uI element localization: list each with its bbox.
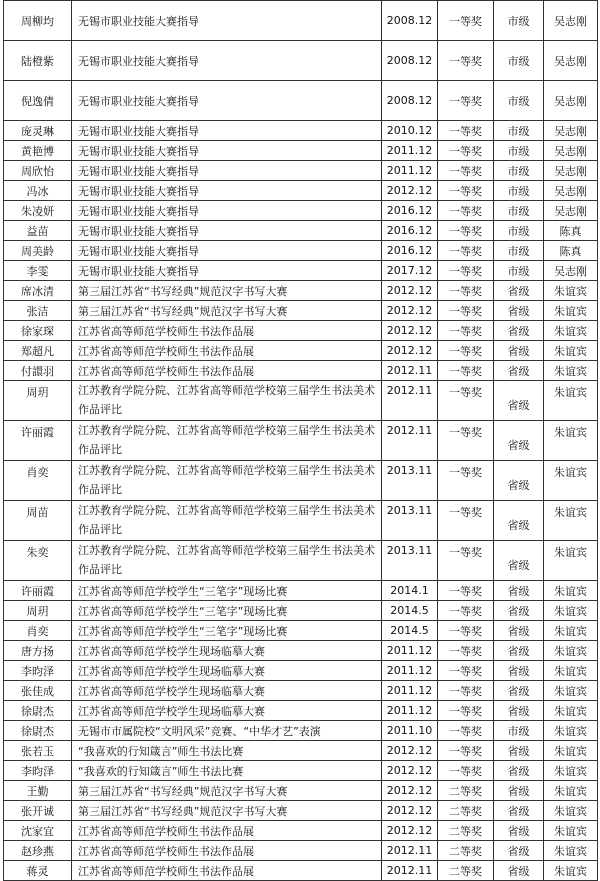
- award-date: 2011.10: [382, 721, 438, 741]
- award-grade: 一等奖: [438, 421, 494, 461]
- award-level: 省级: [494, 661, 544, 681]
- award-grade: 一等奖: [438, 761, 494, 781]
- advisor-name: 朱谊宾: [544, 661, 598, 681]
- advisor-name: 朱谊宾: [544, 741, 598, 761]
- award-level: 市级: [494, 721, 544, 741]
- advisor-name: 朱谊宾: [544, 381, 598, 421]
- award-date: 2012.11: [382, 861, 438, 881]
- table-row: [4, 381, 598, 421]
- award-level: 省级: [494, 541, 544, 581]
- award-date: 2010.12: [382, 121, 438, 141]
- award-grade: 二等奖: [438, 801, 494, 821]
- student-name: 肖奕: [4, 621, 72, 641]
- competition-name: 第三届江苏省“书写经典”规范汉字书写大赛: [72, 801, 382, 821]
- competition-name: 无锡市职业技能大赛指导: [72, 161, 382, 181]
- table-row: [4, 301, 598, 321]
- award-date: 2011.12: [382, 681, 438, 701]
- advisor-name: 吴志刚: [544, 81, 598, 121]
- award-level: 市级: [494, 121, 544, 141]
- award-date: 2011.12: [382, 641, 438, 661]
- competition-name: 江苏省高等师范学校师生书法作品展: [72, 821, 382, 841]
- award-level: 省级: [494, 281, 544, 301]
- table-row: [4, 361, 598, 381]
- student-name: 周柳均: [4, 1, 72, 41]
- award-grade: 二等奖: [438, 861, 494, 881]
- competition-name: 江苏省高等师范学校师生书法作品展: [72, 841, 382, 861]
- award-date: 2012.12: [382, 181, 438, 201]
- award-level: 省级: [494, 641, 544, 661]
- advisor-name: 吴志刚: [544, 141, 598, 161]
- competition-name: 江苏省高等师范学校学生现场临摹大赛: [72, 701, 382, 721]
- competition-name: 江苏省高等师范学校学生现场临摹大赛: [72, 641, 382, 661]
- table-row: [4, 161, 598, 181]
- competition-name: 江苏省高等师范学校学生“三笔字”现场比赛: [72, 621, 382, 641]
- award-date: 2008.12: [382, 1, 438, 41]
- award-grade: 二等奖: [438, 821, 494, 841]
- award-level: 省级: [494, 361, 544, 381]
- competition-name: 无锡市职业技能大赛指导: [72, 1, 382, 41]
- student-name: 郑超凡: [4, 341, 72, 361]
- table-row: [4, 241, 598, 261]
- award-grade: 一等奖: [438, 181, 494, 201]
- award-grade: 一等奖: [438, 621, 494, 641]
- award-date: 2013.11: [382, 461, 438, 501]
- award-grade: 一等奖: [438, 601, 494, 621]
- award-date: 2017.12: [382, 261, 438, 281]
- award-grade: 一等奖: [438, 201, 494, 221]
- table-row: [4, 581, 598, 601]
- award-level: 省级: [494, 341, 544, 361]
- table-row: [4, 141, 598, 161]
- table-row: [4, 761, 598, 781]
- table-row: [4, 341, 598, 361]
- award-level: 省级: [494, 621, 544, 641]
- advisor-name: 吴志刚: [544, 181, 598, 201]
- student-name: 唐方扬: [4, 641, 72, 661]
- advisor-name: 吴志刚: [544, 41, 598, 81]
- award-date: 2011.12: [382, 141, 438, 161]
- award-grade: 一等奖: [438, 281, 494, 301]
- award-date: 2014.5: [382, 621, 438, 641]
- competition-name: 江苏教育学院分院、江苏省高等师范学校第三届学生书法美术作品评比: [72, 381, 382, 421]
- award-grade: 一等奖: [438, 581, 494, 601]
- award-grade: 一等奖: [438, 321, 494, 341]
- award-level: 省级: [494, 801, 544, 821]
- award-level: 市级: [494, 201, 544, 221]
- award-grade: 二等奖: [438, 841, 494, 861]
- table-row: [4, 781, 598, 801]
- advisor-name: 朱谊宾: [544, 541, 598, 581]
- table-row: [4, 321, 598, 341]
- award-date: 2016.12: [382, 221, 438, 241]
- competition-name: 江苏省高等师范学校师生书法作品展: [72, 361, 382, 381]
- advisor-name: 朱谊宾: [544, 281, 598, 301]
- award-level: 省级: [494, 841, 544, 861]
- student-name: 张洁: [4, 301, 72, 321]
- table-row: [4, 501, 598, 541]
- competition-name: 江苏省高等师范学校师生书法作品展: [72, 321, 382, 341]
- advisor-name: 朱谊宾: [544, 861, 598, 881]
- advisor-name: 陈真: [544, 221, 598, 241]
- award-date: 2014.5: [382, 601, 438, 621]
- award-level: 省级: [494, 761, 544, 781]
- advisor-name: 朱谊宾: [544, 421, 598, 461]
- competition-name: 无锡市职业技能大赛指导: [72, 221, 382, 241]
- award-level: 市级: [494, 161, 544, 181]
- award-date: 2016.12: [382, 201, 438, 221]
- table-row: [4, 681, 598, 701]
- table-row: [4, 721, 598, 741]
- award-date: 2012.12: [382, 741, 438, 761]
- award-level: 省级: [494, 301, 544, 321]
- student-name: 周玥: [4, 601, 72, 621]
- award-level: 省级: [494, 501, 544, 541]
- student-name: 张开诚: [4, 801, 72, 821]
- table-row: [4, 421, 598, 461]
- advisor-name: 吴志刚: [544, 1, 598, 41]
- student-name: 益苗: [4, 221, 72, 241]
- student-name: 许丽霞: [4, 421, 72, 461]
- table-row: [4, 41, 598, 81]
- award-grade: 一等奖: [438, 741, 494, 761]
- student-name: 徐尉杰: [4, 721, 72, 741]
- table-row: [4, 121, 598, 141]
- award-date: 2011.12: [382, 701, 438, 721]
- competition-name: “我喜欢的行知箴言”师生书法比赛: [72, 761, 382, 781]
- table-row: [4, 701, 598, 721]
- competition-name: 江苏省高等师范学校师生书法作品展: [72, 861, 382, 881]
- table-row: [4, 1, 598, 41]
- award-grade: 一等奖: [438, 361, 494, 381]
- award-date: 2012.12: [382, 801, 438, 821]
- table-row: [4, 461, 598, 501]
- table-row: [4, 281, 598, 301]
- advisor-name: 朱谊宾: [544, 601, 598, 621]
- advisor-name: 朱谊宾: [544, 641, 598, 661]
- advisor-name: 朱谊宾: [544, 361, 598, 381]
- award-level: 省级: [494, 381, 544, 421]
- award-level: 市级: [494, 181, 544, 201]
- competition-name: 无锡市职业技能大赛指导: [72, 241, 382, 261]
- student-name: 周玥: [4, 381, 72, 421]
- student-name: 黄艳博: [4, 141, 72, 161]
- student-name: 许丽霞: [4, 581, 72, 601]
- table-row: [4, 621, 598, 641]
- award-level: 省级: [494, 701, 544, 721]
- award-date: 2012.11: [382, 381, 438, 421]
- competition-name: 无锡市职业技能大赛指导: [72, 141, 382, 161]
- award-level: 省级: [494, 781, 544, 801]
- competition-name: 江苏教育学院分院、江苏省高等师范学校第三届学生书法美术作品评比: [72, 461, 382, 501]
- competition-name: 无锡市职业技能大赛指导: [72, 81, 382, 121]
- competition-name: 江苏教育学院分院、江苏省高等师范学校第三届学生书法美术作品评比: [72, 541, 382, 581]
- award-grade: 一等奖: [438, 641, 494, 661]
- award-grade: 一等奖: [438, 301, 494, 321]
- award-level: 市级: [494, 1, 544, 41]
- student-name: 朱凌妍: [4, 201, 72, 221]
- advisor-name: 朱谊宾: [544, 621, 598, 641]
- award-date: 2011.12: [382, 661, 438, 681]
- table-row: [4, 541, 598, 581]
- competition-name: 无锡市职业技能大赛指导: [72, 201, 382, 221]
- award-level: 省级: [494, 601, 544, 621]
- awards-table: [3, 0, 598, 881]
- award-level: 市级: [494, 81, 544, 121]
- student-name: 陆橙紫: [4, 41, 72, 81]
- award-date: 2013.11: [382, 501, 438, 541]
- award-grade: 一等奖: [438, 221, 494, 241]
- table-row: [4, 741, 598, 761]
- advisor-name: 吴志刚: [544, 121, 598, 141]
- award-grade: 一等奖: [438, 121, 494, 141]
- award-grade: 一等奖: [438, 721, 494, 741]
- student-name: 庞灵琳: [4, 121, 72, 141]
- table-row: [4, 261, 598, 281]
- competition-name: 江苏省高等师范学校师生书法作品展: [72, 341, 382, 361]
- table-row: [4, 201, 598, 221]
- award-level: 市级: [494, 261, 544, 281]
- advisor-name: 朱谊宾: [544, 501, 598, 541]
- award-date: 2012.12: [382, 281, 438, 301]
- award-level: 市级: [494, 41, 544, 81]
- advisor-name: 朱谊宾: [544, 781, 598, 801]
- award-date: 2016.12: [382, 241, 438, 261]
- table-row: [4, 641, 598, 661]
- award-level: 市级: [494, 221, 544, 241]
- table-row: [4, 81, 598, 121]
- award-date: 2012.12: [382, 341, 438, 361]
- student-name: 张若玉: [4, 741, 72, 761]
- table-row: [4, 221, 598, 241]
- award-level: 省级: [494, 681, 544, 701]
- award-date: 2008.12: [382, 41, 438, 81]
- competition-name: 第三届江苏省“书写经典”规范汉字书写大赛: [72, 781, 382, 801]
- award-grade: 一等奖: [438, 541, 494, 581]
- competition-name: 江苏教育学院分院、江苏省高等师范学校第三届学生书法美术作品评比: [72, 501, 382, 541]
- advisor-name: 朱谊宾: [544, 841, 598, 861]
- student-name: 徐家琛: [4, 321, 72, 341]
- student-name: 朱奕: [4, 541, 72, 581]
- award-date: 2008.12: [382, 81, 438, 121]
- advisor-name: 朱谊宾: [544, 701, 598, 721]
- competition-name: 江苏省高等师范学校学生“三笔字”现场比赛: [72, 581, 382, 601]
- student-name: 倪逸倩: [4, 81, 72, 121]
- advisor-name: 朱谊宾: [544, 581, 598, 601]
- award-level: 省级: [494, 321, 544, 341]
- award-date: 2012.12: [382, 781, 438, 801]
- student-name: 李昀泽: [4, 761, 72, 781]
- award-date: 2012.11: [382, 361, 438, 381]
- award-level: 省级: [494, 741, 544, 761]
- advisor-name: 朱谊宾: [544, 801, 598, 821]
- table-row: [4, 601, 598, 621]
- award-level: 市级: [494, 141, 544, 161]
- table-row: [4, 801, 598, 821]
- competition-name: 无锡市职业技能大赛指导: [72, 41, 382, 81]
- award-grade: 一等奖: [438, 1, 494, 41]
- award-date: 2012.12: [382, 821, 438, 841]
- advisor-name: 朱谊宾: [544, 341, 598, 361]
- student-name: 肖奕: [4, 461, 72, 501]
- competition-name: “我喜欢的行知箴言”师生书法比赛: [72, 741, 382, 761]
- student-name: 徐尉杰: [4, 701, 72, 721]
- award-level: 省级: [494, 461, 544, 501]
- award-grade: 一等奖: [438, 681, 494, 701]
- competition-name: 江苏省高等师范学校学生“三笔字”现场比赛: [72, 601, 382, 621]
- award-grade: 一等奖: [438, 501, 494, 541]
- student-name: 李雯: [4, 261, 72, 281]
- advisor-name: 朱谊宾: [544, 461, 598, 501]
- advisor-name: 朱谊宾: [544, 301, 598, 321]
- student-name: 付譞羽: [4, 361, 72, 381]
- student-name: 沈家宜: [4, 821, 72, 841]
- award-grade: 一等奖: [438, 661, 494, 681]
- student-name: 周苗: [4, 501, 72, 541]
- award-grade: 一等奖: [438, 141, 494, 161]
- advisor-name: 吴志刚: [544, 201, 598, 221]
- award-grade: 一等奖: [438, 701, 494, 721]
- award-grade: 一等奖: [438, 41, 494, 81]
- student-name: 周美龄: [4, 241, 72, 261]
- advisor-name: 陈真: [544, 241, 598, 261]
- award-date: 2012.12: [382, 301, 438, 321]
- competition-name: 江苏省高等师范学校学生现场临摹大赛: [72, 661, 382, 681]
- award-date: 2012.11: [382, 841, 438, 861]
- award-date: 2011.12: [382, 161, 438, 181]
- award-grade: 一等奖: [438, 381, 494, 421]
- student-name: 张佳成: [4, 681, 72, 701]
- award-date: 2012.12: [382, 321, 438, 341]
- award-grade: 一等奖: [438, 81, 494, 121]
- award-level: 省级: [494, 581, 544, 601]
- student-name: 赵珍燕: [4, 841, 72, 861]
- award-level: 市级: [494, 241, 544, 261]
- award-date: 2014.1: [382, 581, 438, 601]
- award-date: 2012.12: [382, 761, 438, 781]
- award-grade: 一等奖: [438, 261, 494, 281]
- award-grade: 一等奖: [438, 241, 494, 261]
- award-date: 2012.11: [382, 421, 438, 461]
- student-name: 李昀泽: [4, 661, 72, 681]
- award-level: 省级: [494, 861, 544, 881]
- competition-name: 第三届江苏省“书写经典”规范汉字书写大赛: [72, 301, 382, 321]
- advisor-name: 朱谊宾: [544, 821, 598, 841]
- table-row: [4, 661, 598, 681]
- student-name: 席冰清: [4, 281, 72, 301]
- advisor-name: 朱谊宾: [544, 761, 598, 781]
- student-name: 王勤: [4, 781, 72, 801]
- competition-name: 江苏省高等师范学校学生现场临摹大赛: [72, 681, 382, 701]
- competition-name: 江苏教育学院分院、江苏省高等师范学校第三届学生书法美术作品评比: [72, 421, 382, 461]
- award-date: 2013.11: [382, 541, 438, 581]
- competition-name: 无锡市职业技能大赛指导: [72, 181, 382, 201]
- table-row: [4, 841, 598, 861]
- table-row: [4, 181, 598, 201]
- advisor-name: 朱谊宾: [544, 681, 598, 701]
- advisor-name: 朱谊宾: [544, 721, 598, 741]
- table-row: [4, 861, 598, 881]
- award-level: 省级: [494, 421, 544, 461]
- advisor-name: 朱谊宾: [544, 321, 598, 341]
- competition-name: 无锡市职业技能大赛指导: [72, 121, 382, 141]
- competition-name: 无锡市市属院校“文明风采”竞赛、“中华才艺”表演: [72, 721, 382, 741]
- competition-name: 无锡市职业技能大赛指导: [72, 261, 382, 281]
- student-name: 周欣怡: [4, 161, 72, 181]
- award-grade: 二等奖: [438, 781, 494, 801]
- competition-name: 第三届江苏省“书写经典”规范汉字书写大赛: [72, 281, 382, 301]
- award-grade: 一等奖: [438, 161, 494, 181]
- student-name: 蒋灵: [4, 861, 72, 881]
- award-level: 省级: [494, 821, 544, 841]
- advisor-name: 吴志刚: [544, 161, 598, 181]
- table-row: [4, 821, 598, 841]
- award-grade: 一等奖: [438, 341, 494, 361]
- award-grade: 一等奖: [438, 461, 494, 501]
- student-name: 冯冰: [4, 181, 72, 201]
- advisor-name: 吴志刚: [544, 261, 598, 281]
